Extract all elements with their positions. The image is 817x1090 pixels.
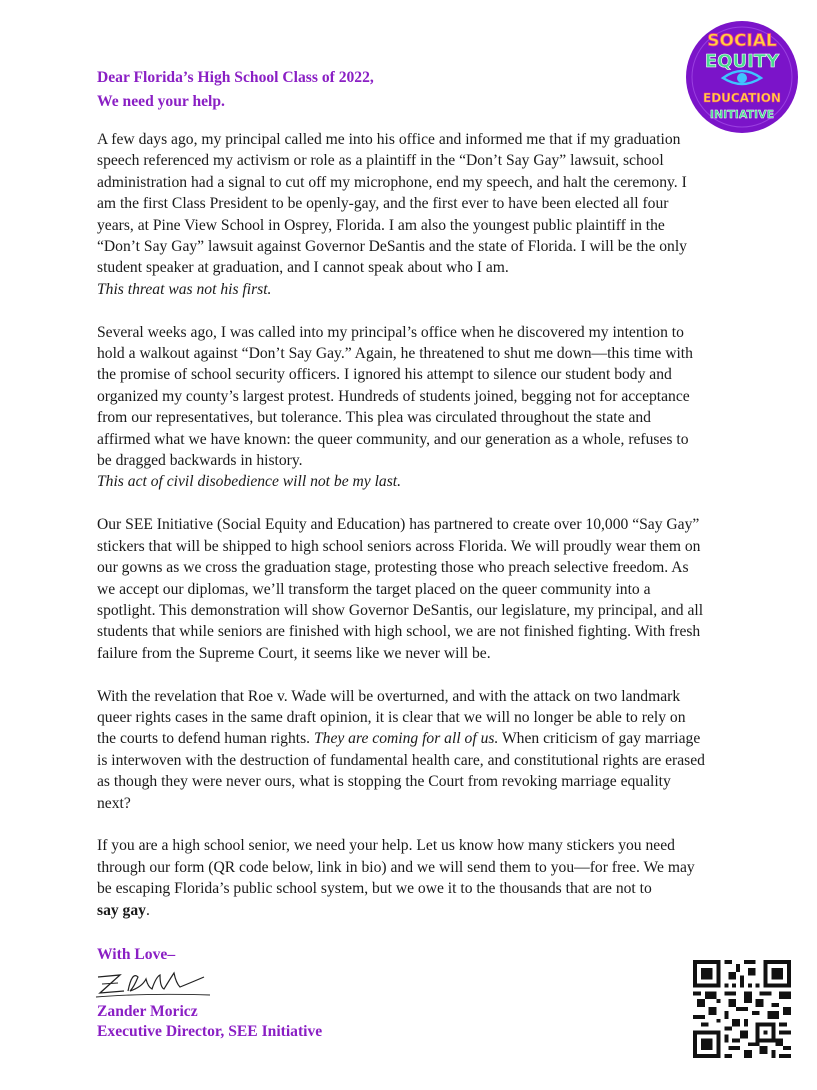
paragraph-2 bbox=[97, 322, 757, 493]
signer-name: Zander Moricz bbox=[97, 1003, 198, 1020]
qr-code[interactable] bbox=[693, 960, 791, 1058]
p2-line: affirmed what we have known: the queer community, and our generation as a whole, refuses to bbox=[97, 430, 689, 448]
p3-line: failure from the Supreme Court, it seems like we never will be. bbox=[97, 644, 491, 662]
signer-title: Executive Director, SEE Initiative bbox=[97, 1023, 323, 1040]
letter-body bbox=[97, 129, 757, 921]
p4-line: is interwoven with the destruction of fundamental health care, and constitutional rights are erased bbox=[97, 751, 705, 769]
p1-line: “Don’t Say Gay” lawsuit against Governor DeSantis and the state of Florida. I will be the only bbox=[97, 238, 687, 256]
p3-line: Our SEE Initiative (Social Equity and Education) has partnered to create over 10,000 “Say Gay” bbox=[97, 516, 700, 534]
p2-line: from our representatives, but tolerance. This plea was circulated throughout the state and bbox=[97, 409, 651, 427]
p2-line: hold a walkout against “Don’t Say Gay.” Again, he threatened to shut me down—this time with bbox=[97, 345, 693, 363]
p3-line: stickers that will be shipped to high school seniors across Florida. We will proudly wear them on bbox=[97, 537, 701, 555]
paragraph-5 bbox=[97, 835, 757, 921]
p3-line: spotlight. This demonstration will show Governor DeSantis, our legislature, my principal, and all bbox=[97, 601, 704, 619]
p1-line: A few days ago, my principal called me into his office and informed me that if my graduation bbox=[97, 131, 681, 148]
p1-line: years, at Pine View School in Osprey, Florida. I am also the youngest public plaintiff in the bbox=[97, 216, 665, 234]
p3-line: we accept our diplomas, we’ll transform the target placed on the queer community into a bbox=[97, 580, 651, 598]
p2-line: organized my county’s largest protest. Hundreds of students joined, begging not for acceptance bbox=[97, 387, 690, 405]
p4-line: next? bbox=[97, 794, 131, 812]
p1-line: student speaker at graduation, and I cannot speak about who I am. bbox=[97, 259, 509, 277]
signature bbox=[94, 965, 214, 1001]
p4-line3-italic: They are coming for all of us. bbox=[313, 730, 499, 748]
p1-line: administration had a signal to cut off my microphone, end my speech, and halt the ceremony. I bbox=[97, 173, 687, 191]
p5-last-line bbox=[97, 900, 757, 921]
p5-line: be escaping Florida’s public school system, but we owe it to the thousands that are not to bbox=[97, 880, 652, 898]
p4-line3-pre: the courts to defend human rights. bbox=[97, 730, 314, 748]
p1-italic-line: This threat was not his first. bbox=[97, 280, 272, 298]
p5-line: If you are a high school senior, we need your help. Let us know how many stickers you need bbox=[97, 837, 675, 855]
p2-italic-line: This act of civil disobedience will not be my last. bbox=[97, 473, 402, 491]
logo-text-social: SOCIAL bbox=[707, 31, 777, 51]
p3-line: our gowns as we cross the graduation stage, protesting those who preach selective freedom. As bbox=[97, 559, 689, 577]
paragraph-3 bbox=[97, 514, 757, 664]
see-initiative-logo bbox=[685, 20, 799, 134]
salutation bbox=[97, 66, 374, 114]
p1-line: am the first Class President to be openly-gay, and the first ever to have been elected all four bbox=[97, 195, 669, 213]
p2-line: Several weeks ago, I was called into my principal’s office when he discovered my intention to bbox=[97, 323, 684, 341]
p4-line3-post: When criticism of gay marriage bbox=[498, 730, 701, 748]
p4-line: With the revelation that Roe v. Wade will be overturned, and with the attack on two landmark bbox=[97, 687, 681, 705]
salutation-line-1: Dear Florida’s High School Class of 2022, bbox=[97, 69, 374, 86]
paragraph-4 bbox=[97, 686, 757, 814]
p2-line: the promise of school security officers. I ignored his attempt to silence our student body and bbox=[97, 366, 672, 384]
p3-line: students that while seniors are finished with high school, we are not finished fighting. With fresh bbox=[97, 623, 701, 641]
paragraph-1 bbox=[97, 129, 757, 300]
say-gay-bold: say gay bbox=[97, 901, 146, 919]
p5-line: through our form (QR code below, link in bio) and we will send them to you—for free. We may bbox=[97, 858, 695, 876]
p4-line: queer rights cases in the same draft opinion, it is clear that we will no longer be able to rely on bbox=[97, 708, 686, 726]
p4-line-mixed bbox=[97, 728, 757, 749]
p4-line: as though they were never ours, what is stopping the Court from revoking marriage equality bbox=[97, 773, 671, 791]
p2-line: be dragged backwards in history. bbox=[97, 452, 303, 470]
p1-line: speech referenced my activism or role as a plaintiff in the “Don’t Say Gay” lawsuit, school bbox=[97, 152, 664, 170]
logo-text-initiative: INITIATIVE bbox=[709, 108, 775, 121]
logo-text-education: EDUCATION bbox=[703, 91, 781, 105]
closing: With Love– bbox=[97, 946, 176, 963]
salutation-line-2: We need your help. bbox=[97, 93, 225, 110]
p5-end-punct: . bbox=[145, 901, 150, 919]
logo-text-equity: EQUITY bbox=[704, 51, 780, 72]
